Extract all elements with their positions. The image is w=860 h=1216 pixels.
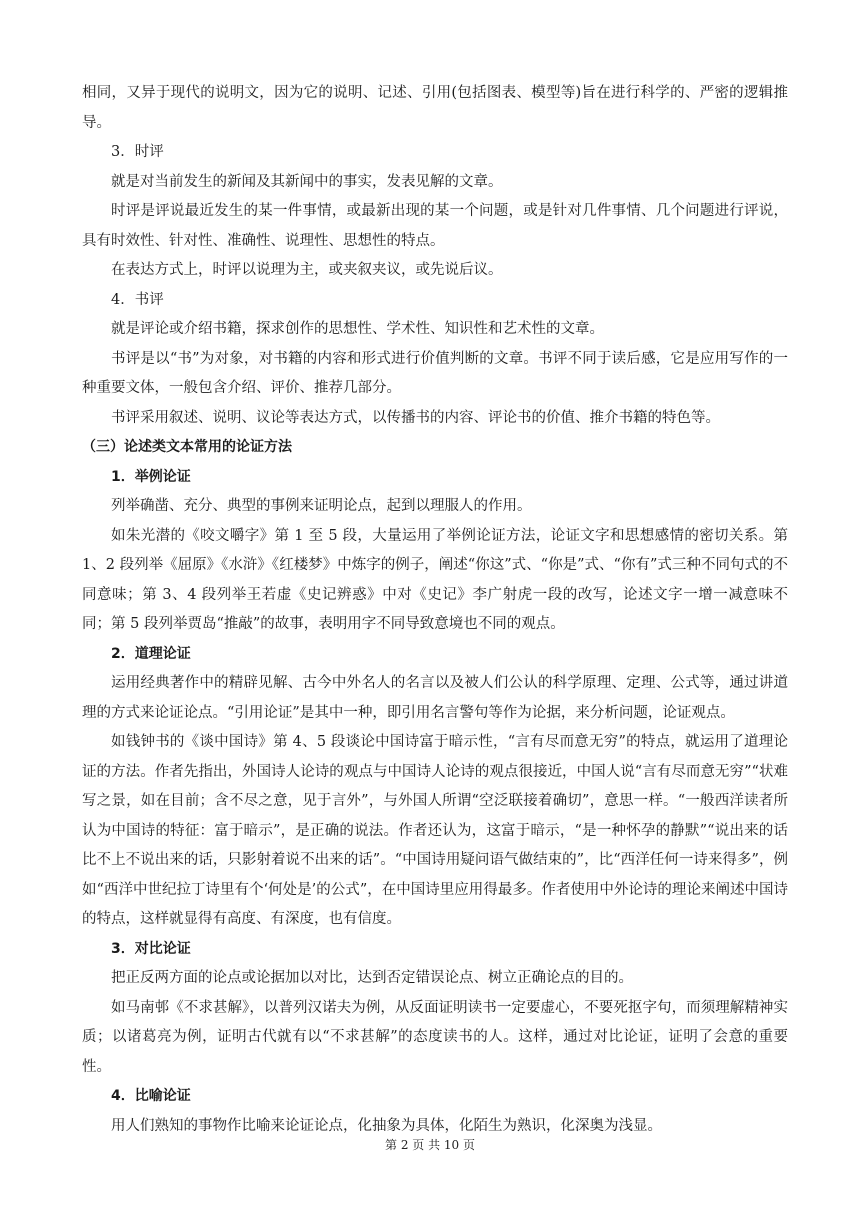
subheading-shuping: 4．书评 — [111, 291, 164, 308]
paragraph: 运用经典著作中的精辟见解、古今中外名人的名言以及被人们公认的科学原理、定理、公式等，通过讲道理的方式来论证论点。“引用论证”是其中一种，即引用名言警句等作为论据，来分析问题，论证观点。 — [82, 675, 788, 721]
paragraph: 就是对当前发生的新闻及其新闻中的事实，发表见解的文章。 — [111, 173, 503, 190]
subheading-metaphor-argument: 4．比喻论证 — [111, 1088, 191, 1104]
paragraph: 把正反两方面的论点或论据加以对比，达到否定错误论点、树立正确论点的目的。 — [111, 970, 633, 986]
subheading-reasoning-argument: 2．道理论证 — [111, 645, 191, 662]
paragraph: 如朱光潜的《咬文嚼字》第 1 至 5 段，大量运用了举例论证方法，论证文字和思想感情的密切关系。第 1、2 段列举《屈原》《水浒》《红楼梦》中炼字的例子，阐述“你这”式、“你是”式、“你有”式三种不同句式的不同意味；第 3、4 段列举王若虚《史记辨惑》中对《史记》李广射虎一段的改写，论述文字一增一减意味不同；第 5 段列举贾岛“推敲”的故事，表明用字不同导致意境也不同的观点。 — [82, 527, 788, 632]
paragraph: 在表达方式上，时评以说理为主，或夹叙夹议，或先说后议。 — [111, 262, 503, 278]
paragraph: 用人们熟知的事物作比喻来论证论点，化抽象为具体，化陌生为熟识，化深奥为浅显。 — [111, 1117, 662, 1134]
paragraph: 列举确凿、充分、典型的事例来证明论点，起到以理服人的作用。 — [111, 498, 532, 514]
section-heading: （三）论述类文本常用的论证方法 — [82, 439, 292, 455]
paragraph: 时评是评说最近发生的某一件事情，或最新出现的某一个问题，或是针对几件事情、几个问题进行评说，具有时效性、针对性、准确性、说理性、思想性的特点。 — [82, 203, 788, 249]
paragraph: 如钱钟书的《谈中国诗》第 4、5 段谈论中国诗富于暗示性，“言有尽而意无穷”的特点，就运用了道理论证的方法。作者先指出，外国诗人论诗的观点与中国诗人论诗的观点很接近，中国人说“言有尽而意无穷”“状难写之景，如在目前；含不尽之意，见于言外”，与外国人所谓“空泛联接着确切”，意思一样。“一般西洋读者所认为中国诗的特征：富于暗示”，是正确的说法。作者还认为，这富于暗示，“是一种怀孕的静默”“说出来的话比不上不说出来的话，只影射着说不出来的话”。“中国诗用疑问语气做结束的”，比“西洋任何一诗来得多”，例如“西洋中世纪拉丁诗里有个‘何处是’的公式”，在中国诗里应用得最多。作者使用中外论诗的理论来阐述中国诗的特点，这样就显得有高度、有深度，也有信度。 — [82, 734, 788, 927]
paragraph: 如马南邨《不求甚解》，以普列汉诺夫为例，从反面证明读书一定要虚心，不要死抠字句，而须理解精神实质；以诸葛亮为例，证明古代就有以“不求甚解”的态度读书的人。这样，通过对比论证，证明了会意的重要性。 — [82, 999, 788, 1075]
subheading-shiping: 3．时评 — [111, 144, 164, 160]
page-number-footer: 第 2 页 共 10 页 — [385, 1138, 475, 1152]
paragraph: 书评采用叙述、说明、议论等表达方式，以传播书的内容、评论书的价值、推介书籍的特色等。 — [111, 409, 720, 426]
subheading-example-argument: 1．举例论证 — [111, 468, 191, 485]
document-body — [82, 79, 788, 1141]
subheading-contrast-argument: 3．对比论证 — [111, 940, 191, 957]
paragraph: 书评是以“书”为对象，对书籍的内容和形式进行价值判断的文章。书评不同于读后感，它是应用写作的一种重要文体，一般包含介绍、评价、推荐几部分。 — [82, 350, 788, 396]
paragraph-continuation: 相同，又异于现代的说明文，因为它的说明、记述、引用(包括图表、模型等)旨在进行科学的、严密的逻辑推导。 — [82, 85, 788, 131]
paragraph: 就是评论或介绍书籍，探求创作的思想性、学术性、知识性和艺术性的文章。 — [111, 321, 604, 337]
